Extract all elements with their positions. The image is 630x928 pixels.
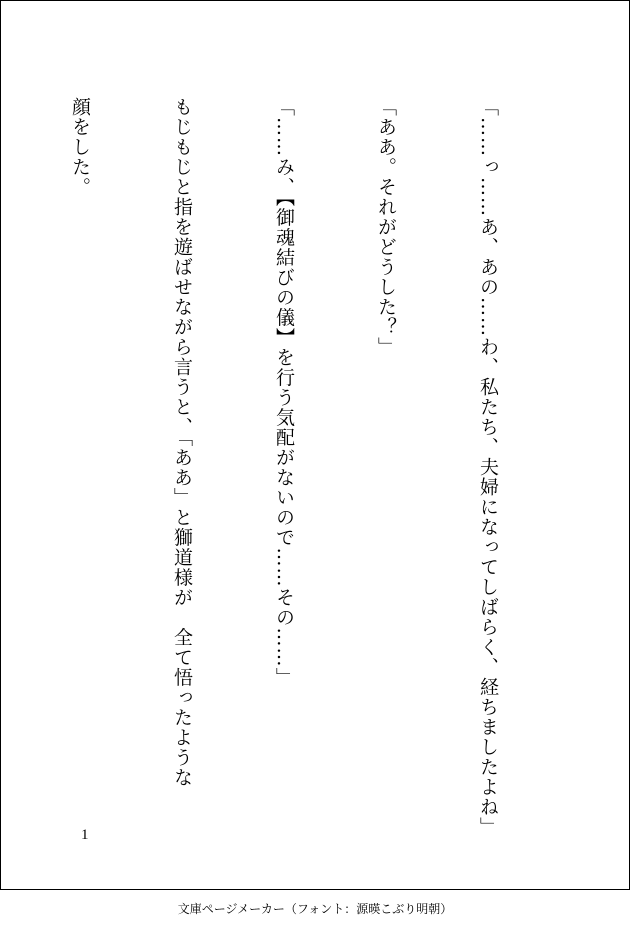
vertical-text-block	[0, 97, 573, 837]
text-line: もじもじと指を遊ばせながら言うと、「ああ」と獅道様が 全て悟ったような	[171, 97, 193, 788]
text-line: 顔をした。	[69, 97, 91, 197]
text-line: 「……っ……あ、あの……わ、私たち、夫婦になってしばらく、経ちましたよね」	[477, 97, 499, 837]
footer-caption: 文庫ページメーカー（フォント：源暎こぶり明朝）	[177, 902, 453, 916]
text-line: 「ああ。それがどうした？」	[375, 97, 397, 357]
page-number: 1	[81, 827, 89, 843]
text-line: 「……み、【御魂結びの儀】を行う気配がないので……その……」	[273, 97, 295, 688]
